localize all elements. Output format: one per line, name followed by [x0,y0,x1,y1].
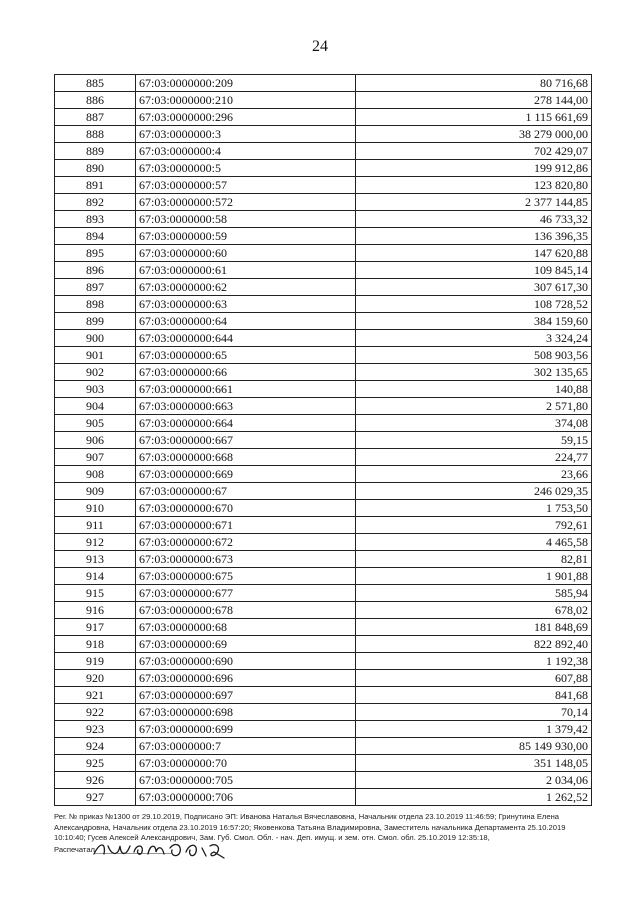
cadastral-value-cell: 792,61 [356,517,592,534]
row-number-cell: 895 [55,245,136,262]
table-row [55,738,592,755]
table-row [55,92,592,109]
cadastral-value-cell: 38 279 000,00 [356,126,592,143]
row-number-cell: 896 [55,262,136,279]
cadastral-value-cell: 109 845,14 [356,262,592,279]
row-number-cell: 914 [55,568,136,585]
row-number-cell: 902 [55,364,136,381]
row-number-cell: 917 [55,619,136,636]
row-number-cell: 894 [55,228,136,245]
cadastral-value-cell: 2 571,80 [356,398,592,415]
table-row [55,483,592,500]
cadastral-value-cell: 123 820,80 [356,177,592,194]
table-row [55,347,592,364]
cadastral-number-cell: 67:03:0000000:60 [136,245,356,262]
cadastral-value-cell: 702 429,07 [356,143,592,160]
table-row [55,568,592,585]
cadastral-value-cell: 302 135,65 [356,364,592,381]
table-row [55,143,592,160]
row-number-cell: 916 [55,602,136,619]
table-row [55,177,592,194]
table-row [55,194,592,211]
row-number-cell: 924 [55,738,136,755]
printed-by-label: Распечатал__________________ [54,844,172,854]
row-number-cell: 886 [55,92,136,109]
row-number-cell: 888 [55,126,136,143]
cadastral-number-cell: 67:03:0000000:706 [136,789,356,806]
cadastral-number-cell: 67:03:0000000:69 [136,636,356,653]
row-number-cell: 909 [55,483,136,500]
row-number-cell: 921 [55,687,136,704]
row-number-cell: 915 [55,585,136,602]
cadastral-number-cell: 67:03:0000000:5 [136,160,356,177]
cadastral-value-cell: 607,88 [356,670,592,687]
cadastral-value-cell: 140,88 [356,381,592,398]
cadastral-value-cell: 1 753,50 [356,500,592,517]
cadastral-value-cell: 1 115 661,69 [356,109,592,126]
row-number-cell: 903 [55,381,136,398]
table-row [55,534,592,551]
cadastral-number-cell: 67:03:0000000:673 [136,551,356,568]
row-number-cell: 898 [55,296,136,313]
cadastral-number-cell: 67:03:0000000:672 [136,534,356,551]
cadastral-value-cell: 374,08 [356,415,592,432]
cadastral-value-cell: 678,02 [356,602,592,619]
table-row [55,228,592,245]
table-row [55,653,592,670]
table-row [55,721,592,738]
table-row [55,585,592,602]
cadastral-value-cell: 46 733,32 [356,211,592,228]
cadastral-number-cell: 67:03:0000000:699 [136,721,356,738]
row-number-cell: 906 [55,432,136,449]
cadastral-value-cell: 278 144,00 [356,92,592,109]
table-row [55,381,592,398]
table-row [55,704,592,721]
cadastral-number-cell: 67:03:0000000:663 [136,398,356,415]
cadastral-value-cell: 822 892,40 [356,636,592,653]
table-row [55,245,592,262]
table-row [55,755,592,772]
cadastral-value-cell: 136 396,35 [356,228,592,245]
table-row [55,636,592,653]
cadastral-number-cell: 67:03:0000000:65 [136,347,356,364]
table-row [55,432,592,449]
cadastral-value-cell: 307 617,30 [356,279,592,296]
cadastral-value-cell: 1 192,38 [356,653,592,670]
cadastral-value-cell: 181 848,69 [356,619,592,636]
row-number-cell: 885 [55,75,136,92]
cadastral-value-cell: 3 324,24 [356,330,592,347]
row-number-cell: 922 [55,704,136,721]
row-number-cell: 901 [55,347,136,364]
cadastral-number-cell: 67:03:0000000:57 [136,177,356,194]
cadastral-value-cell: 4 465,58 [356,534,592,551]
table-row [55,415,592,432]
cadastral-value-table [54,74,592,806]
table-row [55,109,592,126]
table-row [55,789,592,806]
table-row [55,619,592,636]
table-row [55,449,592,466]
row-number-cell: 919 [55,653,136,670]
cadastral-number-cell: 67:03:0000000:664 [136,415,356,432]
cadastral-number-cell: 67:03:0000000:209 [136,75,356,92]
cadastral-number-cell: 67:03:0000000:66 [136,364,356,381]
cadastral-number-cell: 67:03:0000000:690 [136,653,356,670]
cadastral-number-cell: 67:03:0000000:62 [136,279,356,296]
table-row [55,160,592,177]
table-row [55,687,592,704]
row-number-cell: 910 [55,500,136,517]
cadastral-number-cell: 67:03:0000000:697 [136,687,356,704]
cadastral-number-cell: 67:03:0000000:3 [136,126,356,143]
table-row [55,279,592,296]
row-number-cell: 892 [55,194,136,211]
cadastral-value-cell: 70,14 [356,704,592,721]
cadastral-value-cell: 1 262,52 [356,789,592,806]
cadastral-number-cell: 67:03:0000000:572 [136,194,356,211]
cadastral-number-cell: 67:03:0000000:678 [136,602,356,619]
cadastral-value-cell: 23,66 [356,466,592,483]
signature-footer [54,812,594,858]
cadastral-value-cell: 841,68 [356,687,592,704]
table-row [55,296,592,313]
table-row [55,364,592,381]
table-row [55,211,592,228]
row-number-cell: 911 [55,517,136,534]
row-number-cell: 918 [55,636,136,653]
row-number-cell: 912 [55,534,136,551]
cadastral-value-cell: 80 716,68 [356,75,592,92]
row-number-cell: 897 [55,279,136,296]
cadastral-number-cell: 67:03:0000000:670 [136,500,356,517]
cadastral-value-cell: 1 379,42 [356,721,592,738]
row-number-cell: 907 [55,449,136,466]
cadastral-number-cell: 67:03:0000000:70 [136,755,356,772]
cadastral-number-cell: 67:03:0000000:675 [136,568,356,585]
cadastral-value-cell: 2 034,06 [356,772,592,789]
cadastral-number-cell: 67:03:0000000:705 [136,772,356,789]
cadastral-number-cell: 67:03:0000000:210 [136,92,356,109]
cadastral-number-cell: 67:03:0000000:63 [136,296,356,313]
cadastral-value-cell: 351 148,05 [356,755,592,772]
table-row [55,262,592,279]
cadastral-value-cell: 147 620,88 [356,245,592,262]
row-number-cell: 923 [55,721,136,738]
table-row [55,313,592,330]
table-row [55,126,592,143]
cadastral-value-cell: 585,94 [356,585,592,602]
row-number-cell: 904 [55,398,136,415]
row-number-cell: 925 [55,755,136,772]
table-row [55,602,592,619]
cadastral-number-cell: 67:03:0000000:668 [136,449,356,466]
cadastral-value-cell: 1 901,88 [356,568,592,585]
cadastral-value-cell: 246 029,35 [356,483,592,500]
cadastral-number-cell: 67:03:0000000:696 [136,670,356,687]
row-number-cell: 926 [55,772,136,789]
cadastral-number-cell: 67:03:0000000:698 [136,704,356,721]
cadastral-number-cell: 67:03:0000000:671 [136,517,356,534]
handwritten-signature [90,838,260,860]
cadastral-value-cell: 59,15 [356,432,592,449]
cadastral-number-cell: 67:03:0000000:7 [136,738,356,755]
row-number-cell: 887 [55,109,136,126]
footer-line: Рег. № приказ №1300 от 29.10.2019, Подписано ЭП: Иванова Наталья Вячеславовна, Начальник отдела 23.10.2019 11:46:59; Гринутина Елена [54,812,560,821]
table-row [55,500,592,517]
table-row [55,772,592,789]
row-number-cell: 899 [55,313,136,330]
cadastral-value-cell: 199 912,86 [356,160,592,177]
cadastral-number-cell: 67:03:0000000:59 [136,228,356,245]
cadastral-number-cell: 67:03:0000000:68 [136,619,356,636]
page-number: 24 [312,38,328,55]
cadastral-value-cell: 82,81 [356,551,592,568]
cadastral-number-cell: 67:03:0000000:677 [136,585,356,602]
cadastral-value-cell: 2 377 144,85 [356,194,592,211]
cadastral-value-cell: 224,77 [356,449,592,466]
cadastral-number-cell: 67:03:0000000:296 [136,109,356,126]
cadastral-value-cell: 85 149 930,00 [356,738,592,755]
cadastral-number-cell: 67:03:0000000:667 [136,432,356,449]
row-number-cell: 920 [55,670,136,687]
row-number-cell: 893 [55,211,136,228]
cadastral-value-cell: 384 159,60 [356,313,592,330]
table-row [55,517,592,534]
cadastral-number-cell: 67:03:0000000:58 [136,211,356,228]
table-body [55,75,592,806]
footer-line: 10:10:40; Гусев Алексей Александрович, Зам. Губ. Смол. Обл. - нач. Деп. имущ. и зем. отн. Смол. обл. 25.10.2019 12:35:18, [54,833,490,842]
row-number-cell: 891 [55,177,136,194]
cadastral-number-cell: 67:03:0000000:669 [136,466,356,483]
cadastral-number-cell: 67:03:0000000:61 [136,262,356,279]
cadastral-number-cell: 67:03:0000000:4 [136,143,356,160]
table-row [55,398,592,415]
row-number-cell: 913 [55,551,136,568]
row-number-cell: 889 [55,143,136,160]
footer-line: Александровна, Начальник отдела 23.10.2019 16:57:20; Яковенкова Татьяна Владимировна, Заместитель начальника Департамента 25.10.2019 [54,822,566,832]
cadastral-number-cell: 67:03:0000000:64 [136,313,356,330]
row-number-cell: 908 [55,466,136,483]
cadastral-value-cell: 508 903,56 [356,347,592,364]
table-row [55,551,592,568]
row-number-cell: 900 [55,330,136,347]
row-number-cell: 905 [55,415,136,432]
printed-by-line [54,844,594,858]
cadastral-number-cell: 67:03:0000000:644 [136,330,356,347]
table-row [55,670,592,687]
table-row [55,75,592,92]
row-number-cell: 890 [55,160,136,177]
cadastral-value-cell: 108 728,52 [356,296,592,313]
row-number-cell: 927 [55,789,136,806]
cadastral-number-cell: 67:03:0000000:661 [136,381,356,398]
cadastral-number-cell: 67:03:0000000:67 [136,483,356,500]
table-row [55,330,592,347]
table-row [55,466,592,483]
